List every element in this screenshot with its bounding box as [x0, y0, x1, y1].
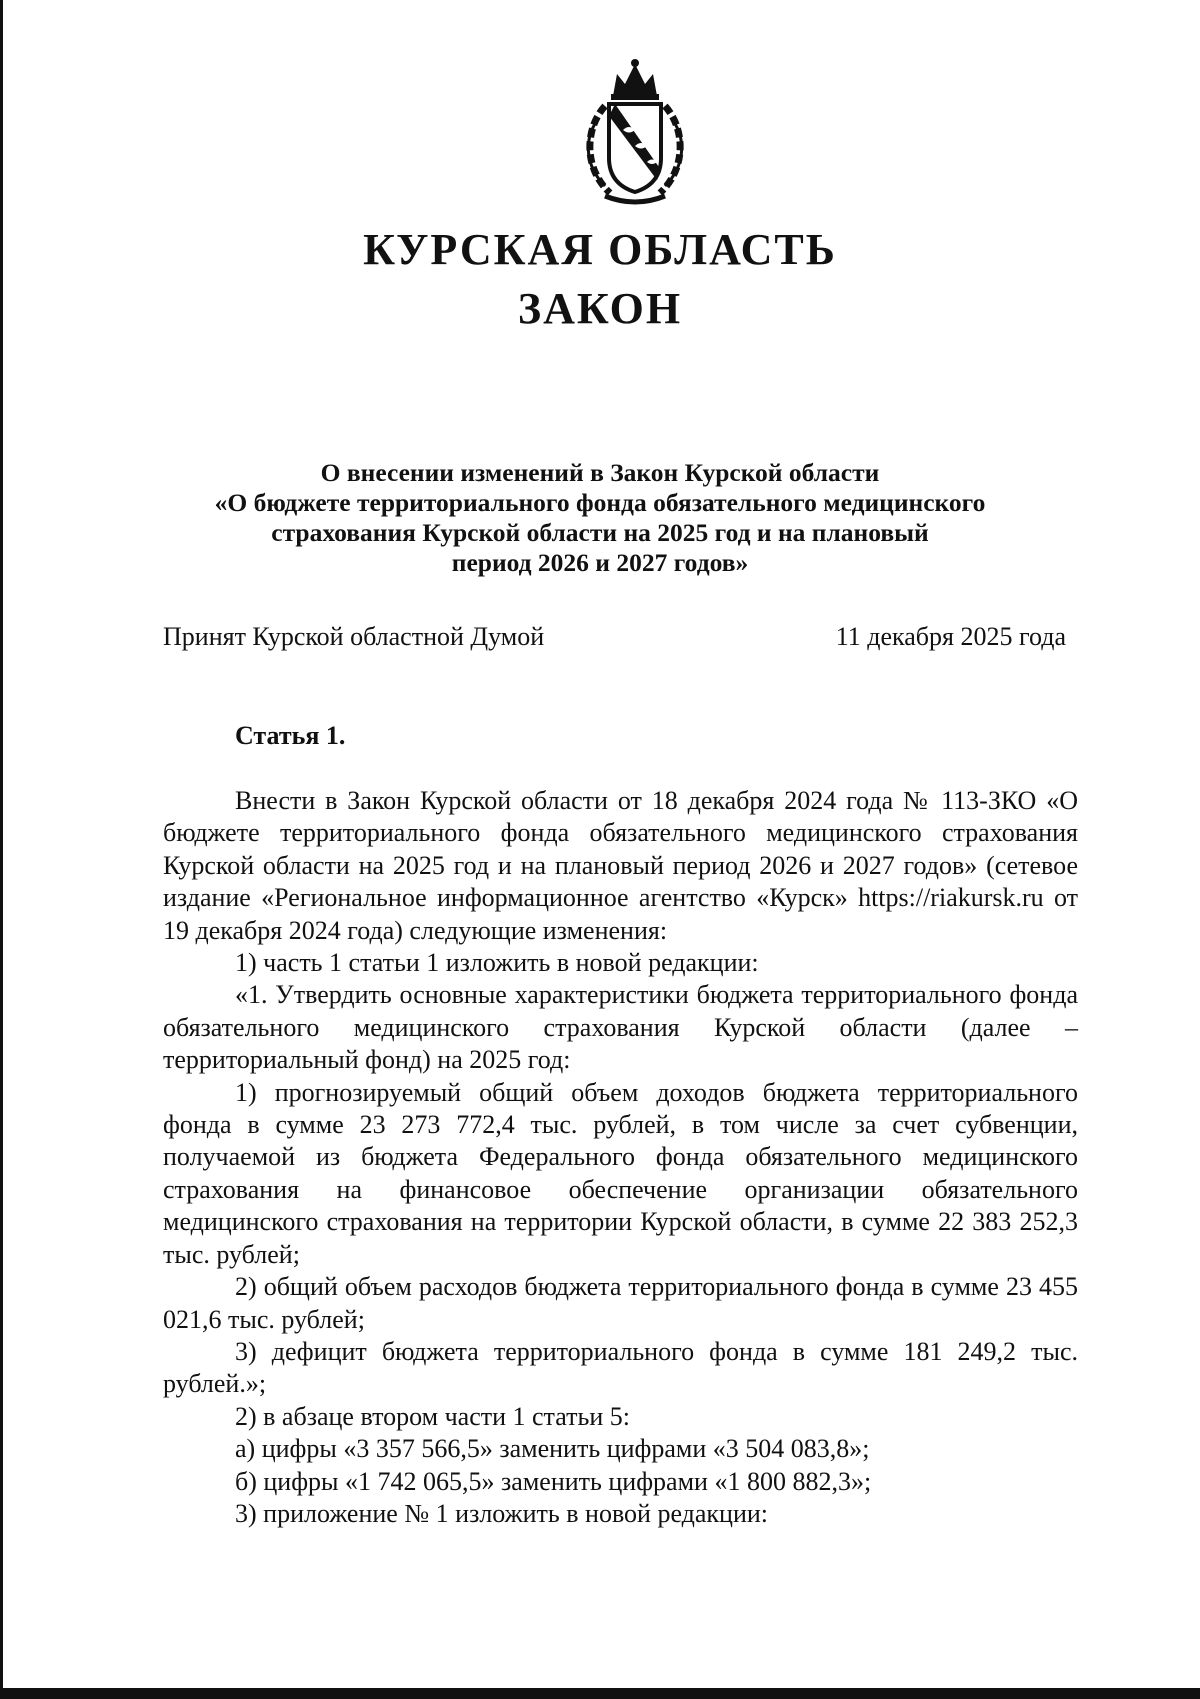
body-paragraph: 3) приложение № 1 изложить в новой редакции: [235, 1498, 769, 1528]
body-paragraph: 3) дефицит бюджета территориального фонда в сумме 181 249,2 тыс. рублей.»; [163, 1336, 1078, 1399]
body-paragraph: б) цифры «1 742 065,5» заменить цифрами «1 800 882,3»; [235, 1466, 872, 1496]
article-title: Статья 1. [235, 721, 346, 750]
kursk-coat-of-arms-icon [565, 58, 705, 208]
body-paragraph: 2) в абзаце втором части 1 статьи 5: [235, 1401, 630, 1431]
adoption-date: 11 декабря 2025 года [835, 622, 1066, 651]
body-paragraph: 2) общий объем расходов бюджета территориального фонда в сумме 23 455 021,6 тыс. рублей; [163, 1272, 1078, 1334]
article-body [163, 785, 1078, 1530]
body-paragraph: Внести в Закон Курской области от 18 декабря 2024 года № 113-ЗКО «О бюджете территориального фонда обязательного медицинского страхования Курской области на 2025 год и на плановый период 2026 и 2027 годов» (сетевое издание «Региональное информационное агентство «Курск» https://riakursk.ru от 19 декабря 2024 года) следующие изменения: [163, 786, 1078, 945]
body-paragraph: 1) прогнозируемый общий объем доходов бюджета территориального фонда в сумме 23 273 772,4 тыс. рублей, в том числе за счет субвенции, получаемой из бюджета Федерального фонда обязательного медицинского страхования на финансовое обеспечение организации обязательного медицинского страхования на территории Курской области, в сумме 22 383 252,3 тыс. рублей; [163, 1077, 1078, 1269]
heading-line: период 2026 и 2027 годов» [451, 548, 749, 577]
body-paragraph: а) цифры «3 357 566,5» заменить цифрами «3 504 083,8»; [235, 1434, 870, 1464]
region-title: КУРСКАЯ ОБЛАСТЬ [363, 225, 837, 274]
body-paragraph: «1. Утвердить основные характеристики бюджета территориального фонда обязательного медицинского страхования Курской области (далее – территориальный фонд) на 2025 год: [163, 980, 1078, 1075]
law-heading [150, 458, 1050, 578]
heading-line: О внесении изменений в Закон Курской области [320, 458, 880, 487]
body-paragraph: 1) часть 1 статьи 1 изложить в новой редакции: [235, 948, 759, 978]
scan-bottom-edge [0, 1688, 1200, 1699]
adopted-by: Принят Курской областной Думой [163, 622, 545, 651]
heading-line: страхования Курской области на 2025 год и на плановый [271, 518, 929, 547]
heading-line: «О бюджете территориального фонда обязательного медицинского [214, 488, 986, 517]
document-type: ЗАКОН [517, 284, 683, 333]
